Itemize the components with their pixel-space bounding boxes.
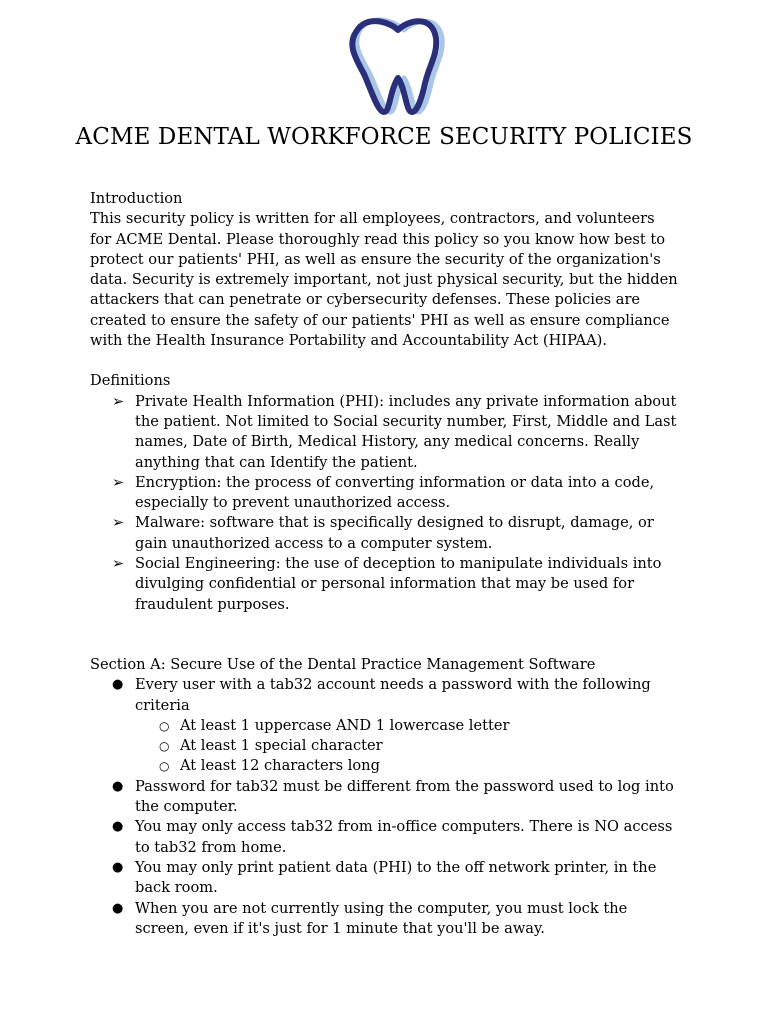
policy-item [90,777,680,818]
criteria-item [135,756,680,776]
criteria-item [135,736,680,756]
bullet-icon: ● [112,819,124,835]
definition-item [90,392,680,473]
arrow-bullet-icon: ➢ [112,555,125,573]
criteria-text: At least 12 characters long [180,757,380,775]
bullet-icon: ● [112,677,124,693]
arrow-bullet-icon: ➢ [112,473,125,491]
hollow-bullet-icon: ○ [159,739,170,754]
bullet-icon: ● [112,900,124,916]
policy-item [90,675,680,776]
section-a-heading: Section A: Secure Use of the Dental Practice Management Software [90,655,596,673]
hollow-bullet-icon: ○ [159,759,170,774]
definition-text: Malware: software that is specifically designed to disrupt, damage, or gain unauthorized access to a computer system. [135,514,654,552]
policy-text: Every user with a tab32 account needs a password with the following criteria [135,676,651,714]
definition-item [90,513,680,554]
document-body [90,189,680,939]
password-criteria-list [135,716,680,777]
introduction-heading: Introduction [90,190,183,207]
criteria-text: At least 1 uppercase AND 1 lowercase letter [180,716,510,734]
definition-item [90,554,680,615]
bullet-icon: ● [112,778,124,794]
definition-text: Social Engineering: the use of deception to manipulate individuals into divulging confidential or personal information that may be used for fraudulent purposes. [135,555,662,613]
tooth-icon [338,8,450,120]
bullet-icon: ● [112,859,124,875]
criteria-item [135,716,680,736]
arrow-bullet-icon: ➢ [112,514,125,532]
definition-text: Private Health Information (PHI): includes any private information about the patient. Not limited to Social security number, First, Middle and Last names, Date of Birth, Medical History, any medical concerns. Really anything that can Identify the patient. [135,392,677,471]
hollow-bullet-icon: ○ [159,718,170,733]
criteria-text: At least 1 special character [180,737,383,755]
definition-text: Encryption: the process of converting information or data into a code, especially to prevent unauthorized access. [135,473,655,512]
definitions-heading: Definitions [90,372,171,390]
policy-text: You may only access tab32 from in-office computers. There is NO access to tab32 from home. [135,818,673,856]
arrow-bullet-icon: ➢ [112,392,125,410]
introduction-text: This security policy is written for all employees, contractors, and volunteers for ACME Dental. Please thoroughly read this policy so you know how best to protect our patients' PHI, as well as ensure the security of the organization's data. Security is extremely important, not just physical security, but the hidden attackers that can penetrate or cybersecurity defenses. These policies are created to ensure the safety of our patients' PHI as well as ensure compliance with the Health Insurance Portability and Accountability Act (HIPAA). [90,210,678,350]
definition-item [90,473,680,514]
policy-item [90,817,680,858]
policy-item [90,858,680,899]
section-a-list [90,675,680,939]
policy-text: When you are not currently using the computer, you must lock the screen, even if it's just for 1 minute that you'll be away. [135,899,628,937]
policy-text: You may only print patient data (PHI) to the off network printer, in the back room. [135,858,657,897]
definitions-list [90,392,680,615]
page-title: ACME DENTAL WORKFORCE SECURITY POLICIES [75,124,693,150]
policy-text: Password for tab32 must be different from the password used to log into the computer. [135,777,674,816]
policy-item [90,899,680,940]
